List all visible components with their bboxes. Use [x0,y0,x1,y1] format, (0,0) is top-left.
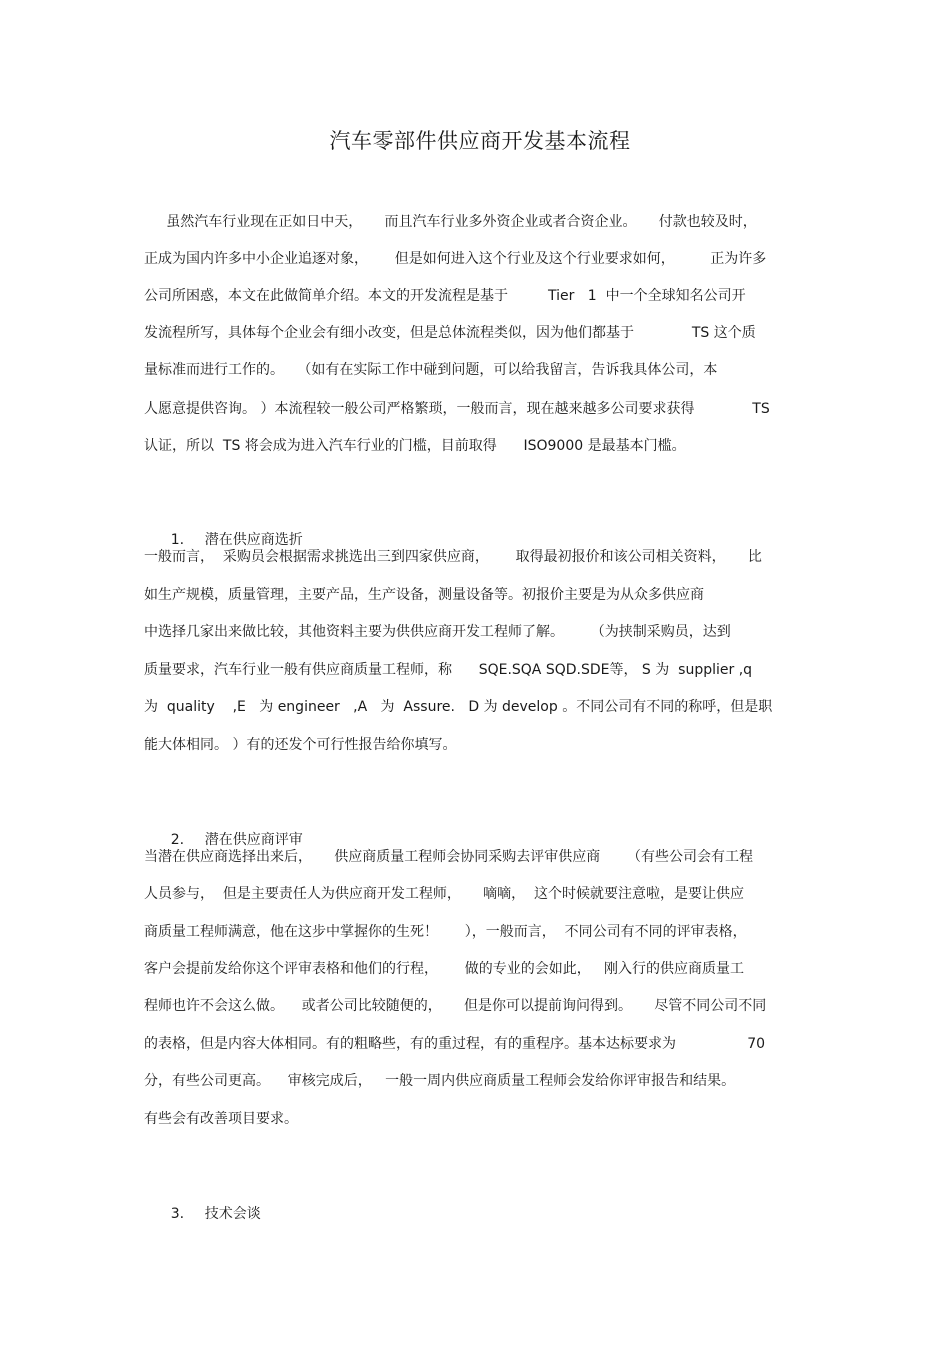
intro-line: 量标准而进行工作的。 （如有在实际工作中碰到问题，可以给我留言，告诉我具体公司，本 [144,362,718,378]
section-heading-text: 潜在供应商评审 [204,832,303,848]
section-heading [144,1184,261,1244]
section-line: 中选择几家出来做比较，其他资料主要为供供应商开发工程师了解。 （为挟制采购员，达到 [144,624,731,640]
page-title: 汽车零部件供应商开发基本流程 [329,129,631,153]
section-line: 一般而言， 采购员会根据需求挑选出三到四家供应商， 取得最初报价和该公司相关资料， 比 [144,549,762,565]
intro-line: 公司所困惑，本文在此做简单介绍。本文的开发流程是基于 Tier 1 中一个全球知名公司开 [144,288,746,304]
section-line: 客户会提前发给你这个评审表格和他们的行程， 做的专业的会如此， 刚入行的供应商质量工 [144,961,745,977]
section-line: 有些会有改善项目要求。 [144,1111,298,1127]
section-line: 能大体相同。 ）有的还发个可行性报告给你填写。 [144,737,457,753]
section-line: 当潜在供应商选择出来后， 供应商质量工程师会协同采购去评审供应商 （有些公司会有工程 [144,849,753,865]
section-line: 分，有些公司更高。 审核完成后， 一般一周内供应商质量工程师会发给你评审报告和结果。 [144,1073,736,1089]
section-heading-text: 潜在供应商选折 [204,532,303,548]
section-number: 2. [170,832,185,848]
section-line: 为 quality ,E 为 engineer ,A 为 Assure. D 为 develop 。不同公司有不同的称呼，但是职 [144,699,773,715]
intro-line: 发流程所写，具体每个企业会有细小改变，但是总体流程类似，因为他们都基于 TS 这个质 [144,325,756,341]
section-number: 1. [170,532,185,548]
section-line: 人员参与， 但是主要责任人为供应商开发工程师， 嘀嘀， 这个时候就要注意啦，是要让供应 [144,886,745,902]
intro-line: 虽然汽车行业现在正如日中天， 而且汽车行业多外资企业或者合资企业。 付款也较及时， [144,214,757,230]
section-number: 3. [170,1206,185,1222]
section-line: 程师也许不会这么做。 或者公司比较随便的， 但是你可以提前询问得到。 尽管不同公司不同 [144,998,767,1014]
intro-line: 正成为国内许多中小企业追逐对象， 但是如何进入这个行业及这个行业要求如何， 正为许多 [144,251,767,267]
section-line: 的表格，但是内容大体相同。有的粗略些，有的重过程，有的重程序。基本达标要求为 70 [144,1036,766,1052]
section-heading-text: 技术会谈 [204,1206,261,1222]
section-line: 商质量工程师满意，他在这步中掌握你的生死！ ），一般而言， 不同公司有不同的评审表格， [144,924,747,940]
section-line: 质量要求，汽车行业一般有供应商质量工程师，称 SQE.SQA SQD.SDE等， S 为 supplier ,q [144,662,753,678]
section-line: 如生产规模，质量管理，主要产品，生产设备，测量设备等。初报价主要是为从众多供应商 [144,587,704,603]
intro-line: 认证，所以 TS 将会成为进入汽车行业的门槛，目前取得 ISO9000 是最基本门槛。 [144,438,686,454]
intro-line: 人愿意提供咨询。 ）本流程较一般公司严格繁琐，一般而言，现在越来越多公司要求获得 TS [144,401,770,417]
